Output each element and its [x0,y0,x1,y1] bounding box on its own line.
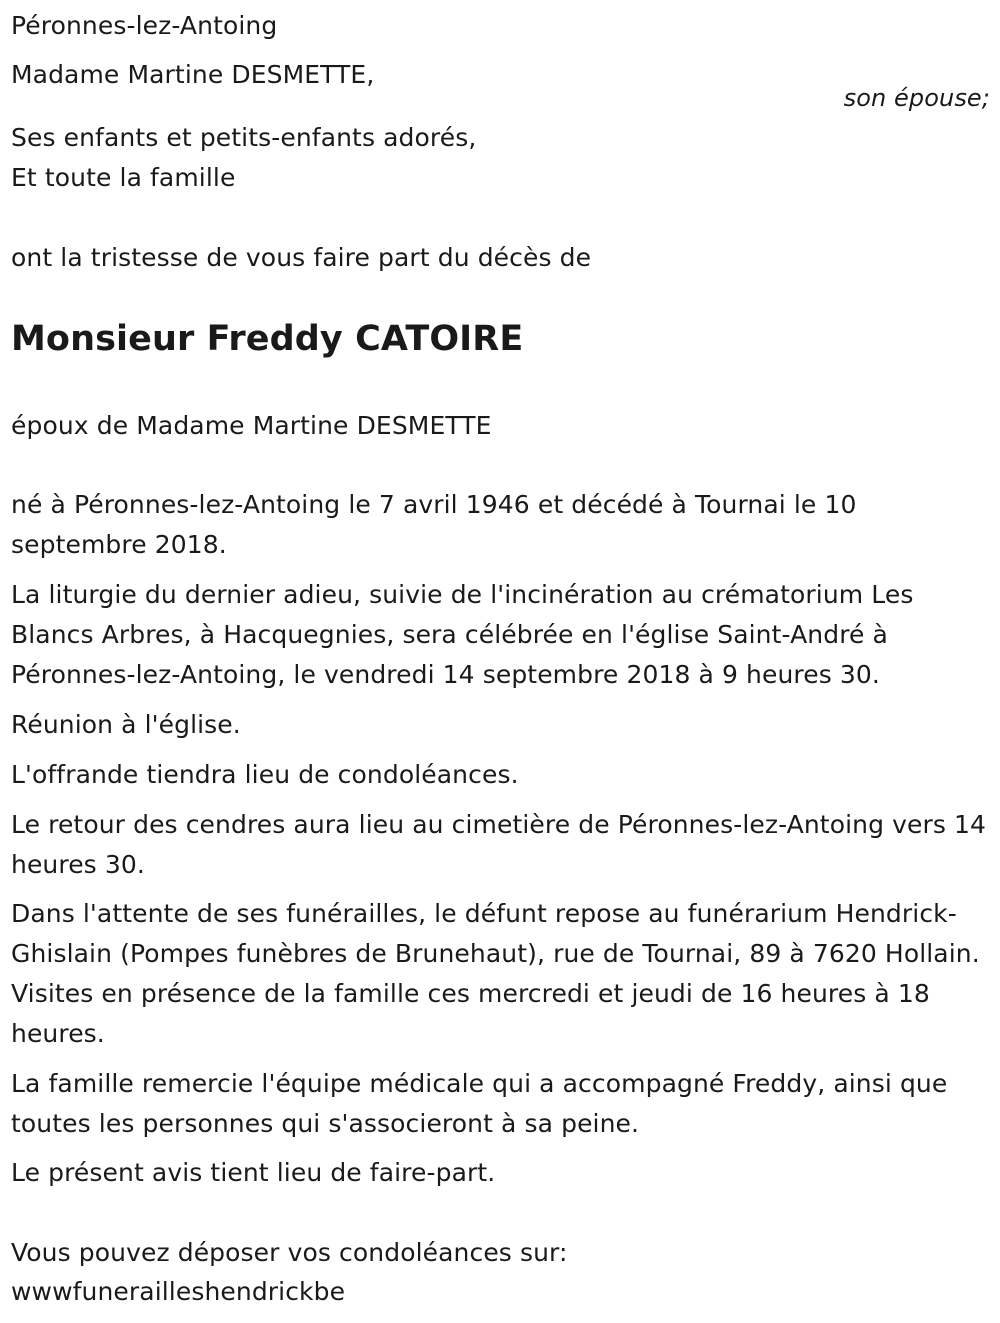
family-line-children: Ses enfants et petits-enfants adorés, [11,123,477,152]
paragraph-liturgy: La liturgie du dernier adieu, suivie de l'incinération au crématorium Les Blancs Arbres, à Hacquegnies, sera célébrée en l'église Saint-André à Péronnes-lez-Antoing, le vendredi 14 septembre 2018 à 9 heures 30. [11,580,914,689]
paragraph-offering: L'offrande tiendra lieu de condoléances. [11,760,519,789]
paragraph-meeting: Réunion à l'église. [11,710,241,739]
paragraph-birth-death: né à Péronnes-lez-Antoing le 7 avril 1946 et décédé à Tournai le 10 septembre 2018. [11,490,857,559]
paragraph-funerarium: Dans l'attente de ses funérailles, le défunt repose au funérarium Hendrick-Ghislain (Pompes funèbres de Brunehaut), rue de Tournai, 89 à 7620 Hollain. Visites en présence de la famille ces mercredi et jeudi de 16 heures à 18 heures. [11,899,980,1048]
spouse-role: son épouse; [843,84,990,112]
condolences-website[interactable]: wwwfunerailleshendrickbe [11,1277,346,1306]
locality: Péronnes-lez-Antoing [11,11,278,40]
deceased-spouse-of: époux de Madame Martine DESMETTE [11,411,492,440]
paragraph-thanks: La famille remercie l'équipe médicale qui a accompagné Freddy, ainsi que toutes les personnes qui s'associeront à sa peine. [11,1069,948,1138]
announcement: ont la tristesse de vous faire part du décès de [11,243,592,272]
spouse-name: Madame Martine DESMETTE, [11,60,375,89]
deceased-name: Monsieur Freddy CATOIRE [11,319,524,359]
family-line-all: Et toute la famille [11,163,236,192]
paragraph-ashes: Le retour des cendres aura lieu au cimetière de Péronnes-lez-Antoing vers 14 heures 30. [11,810,987,879]
paragraph-notice: Le présent avis tient lieu de faire-part. [11,1158,496,1187]
condolences-label: Vous pouvez déposer vos condoléances sur: [11,1238,568,1267]
family-block [11,118,988,198]
